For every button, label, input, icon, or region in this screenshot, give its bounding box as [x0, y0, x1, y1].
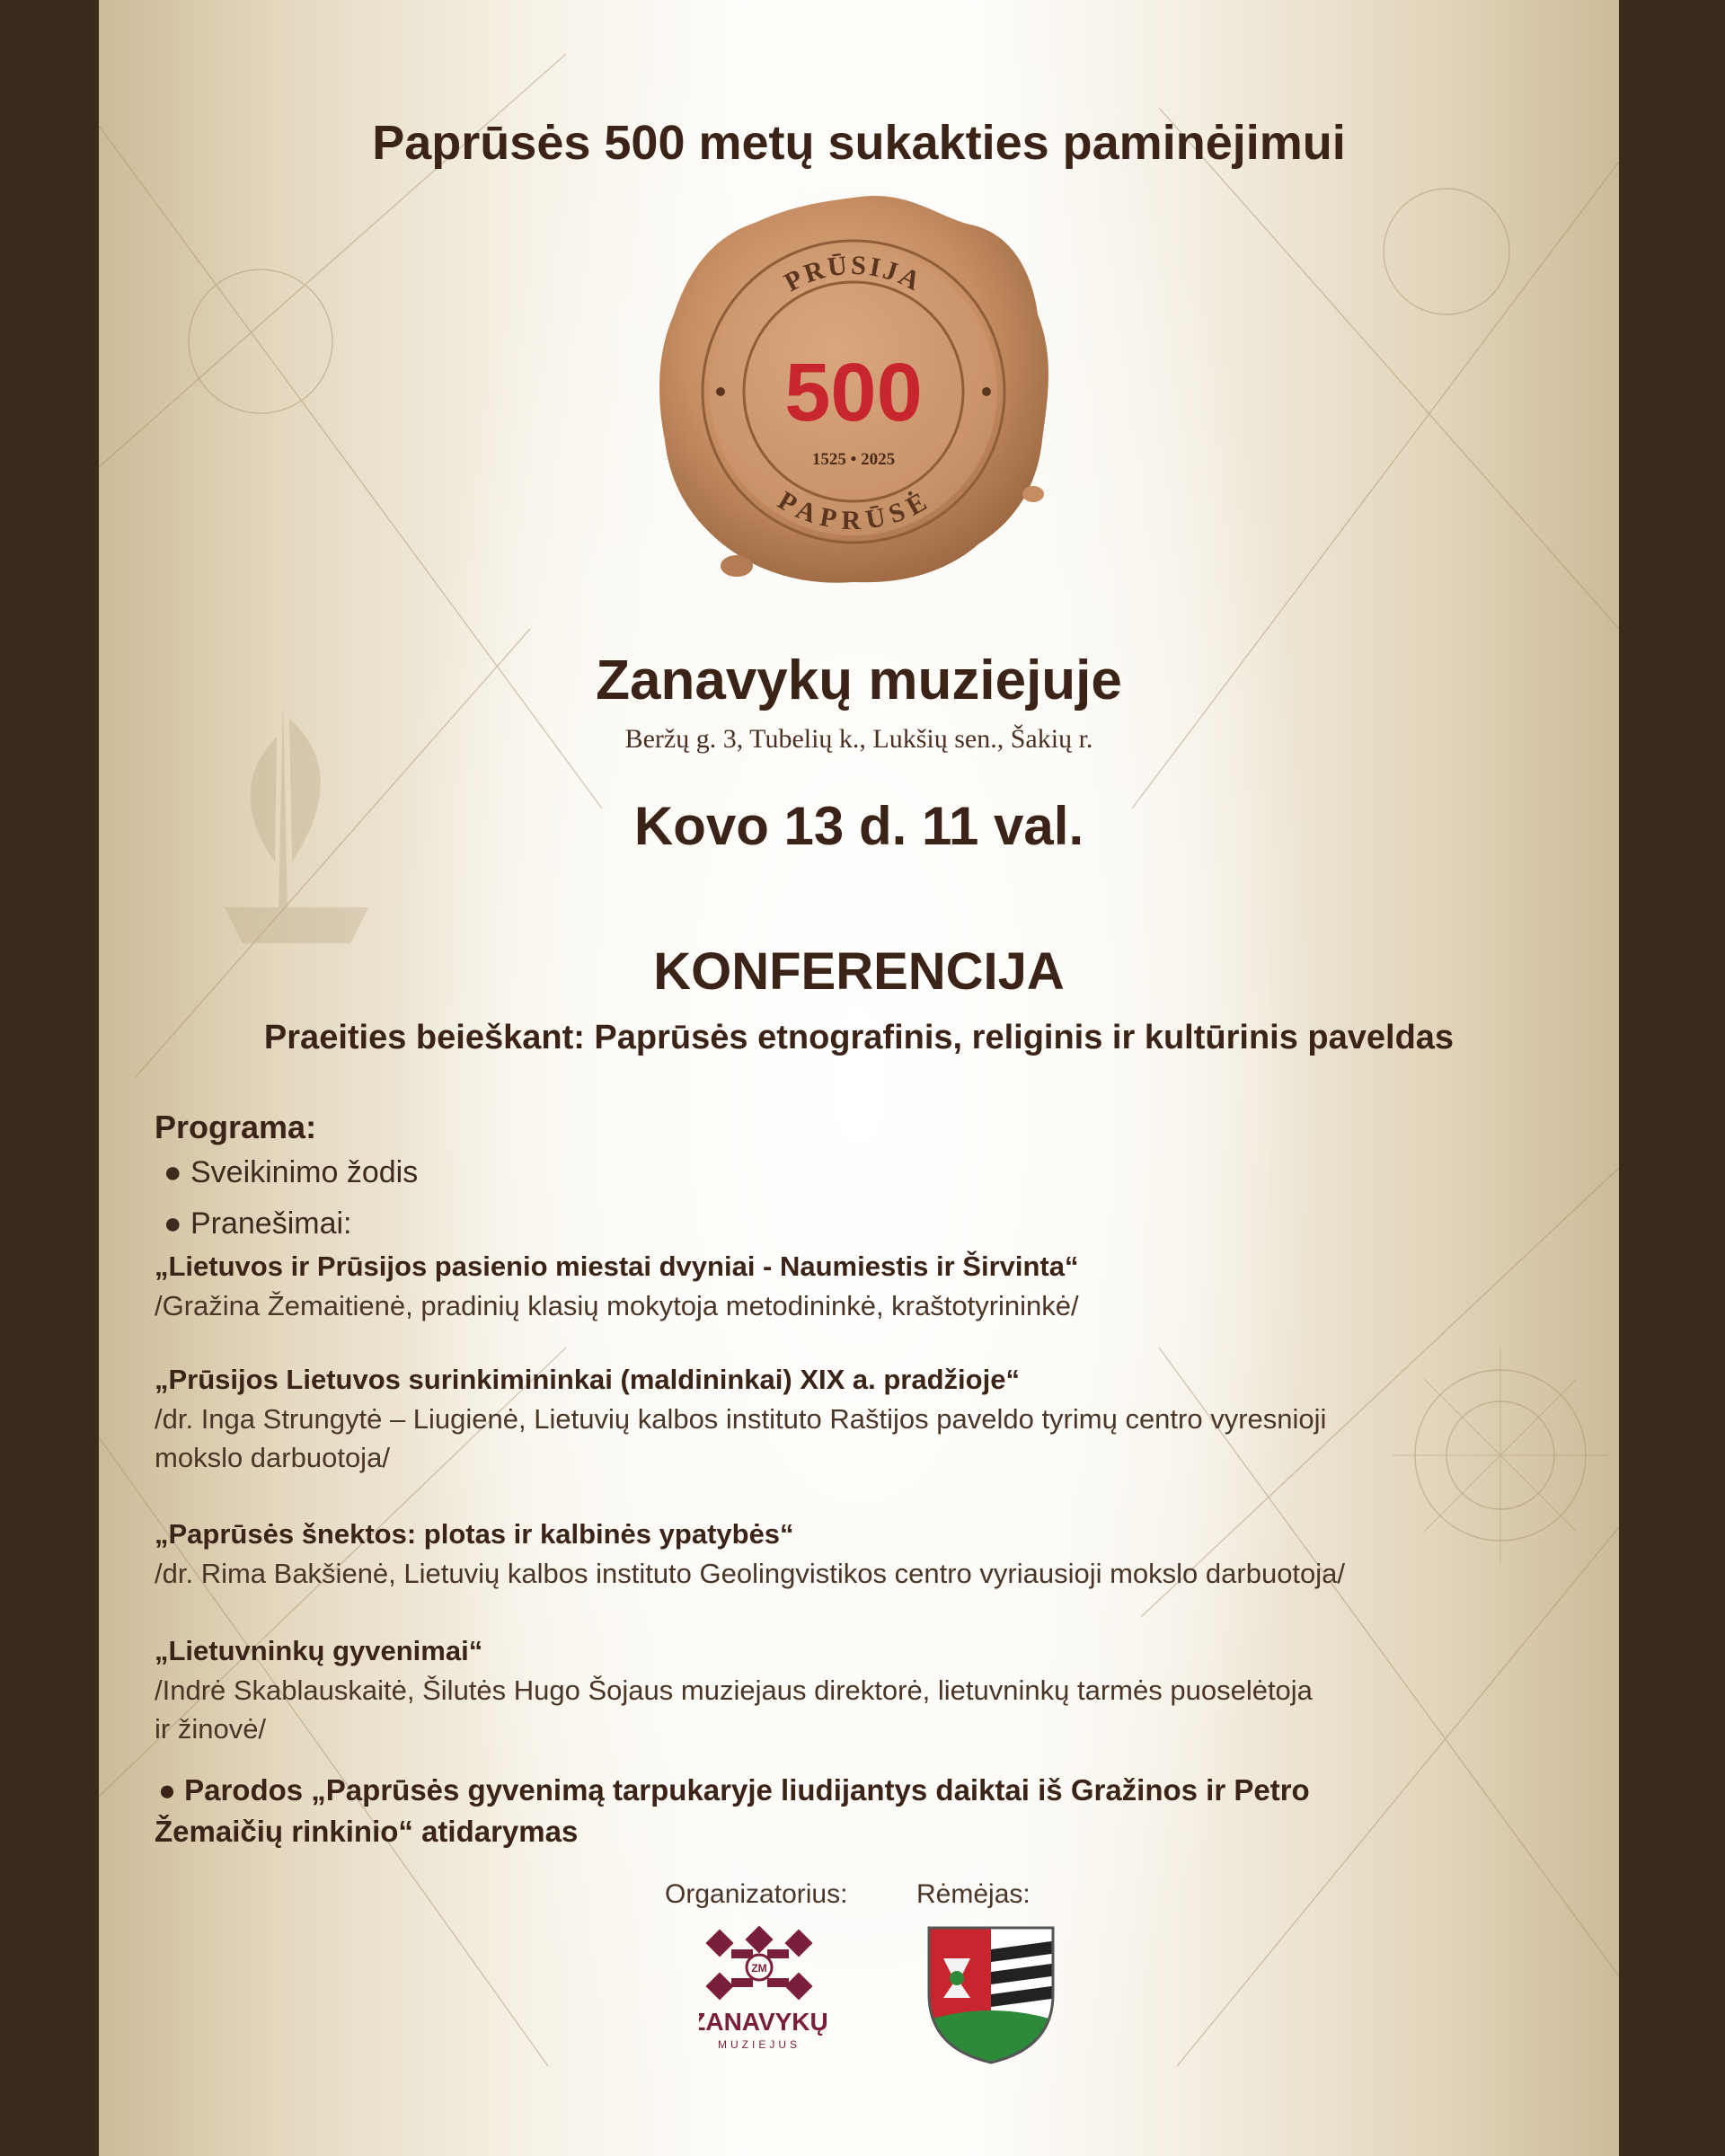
talk-1-author: /Gražina Žemaitienė, pradinių klasių mokytoja metodininkė, kraštotyrininkė/	[155, 1290, 1079, 1321]
organizer-logo-sub: MUZIEJUS	[718, 2038, 801, 2051]
venue-address: Beržų g. 3, Tubelių k., Lukšių sen., Šakių r.	[624, 724, 1093, 754]
talk-2-title: „Prūsijos Lietuvos surinkimininkai (maldininkai) XIX a. pradžioje“	[155, 1364, 1020, 1395]
talk-1-title: „Lietuvos ir Prūsijos pasienio miestai dvyniai - Naumiestis ir Širvinta“	[155, 1250, 1079, 1282]
talk-3-author: /dr. Rima Bakšienė, Lietuvių kalbos instituto Geolingvistikos centro vyriausioji mokslo darbuotoja/	[155, 1558, 1346, 1589]
venue-name: Zanavykų muziejuje	[596, 649, 1122, 711]
program-heading: Programa:	[155, 1109, 317, 1145]
organizer-logo	[699, 1922, 843, 2066]
poster	[99, 0, 1619, 2156]
seal-bottom-text: PAPRŪSĖ	[773, 485, 934, 536]
event-heading: Paprūsės 500 metų sukakties paminėjimui	[372, 116, 1346, 170]
talk-3-title: „Paprūsės šnektos: plotas ir kalbinės ypatybės“	[155, 1518, 794, 1550]
seal-years: 1525 • 2025	[811, 450, 896, 469]
program-reports-label: ● Pranešimai:	[164, 1206, 352, 1241]
conference-subtitle: Praeities beieškant: Paprūsės etnografinis, religinis ir kultūrinis paveldas	[263, 1019, 1455, 1056]
exhibition-line2: Žemaičių rinkinio“ atidarymas	[155, 1815, 579, 1848]
talk-4-author-line1: /Indrė Skablauskaitė, Šilutės Hugo Šojaus muziejaus direktorė, lietuvninkų tarmės puoselėtoja	[155, 1674, 1313, 1706]
talk-2-author-line2: mokslo darbuotoja/	[155, 1442, 390, 1473]
event-datetime: Kovo 13 d. 11 val.	[633, 796, 1084, 856]
exhibition-line1: ● Parodos „Paprūsės gyvenimą tarpukaryje liudijantys daiktai iš Gražinos ir Petro	[158, 1773, 1310, 1807]
organizer-logo-mark: ZM	[751, 1962, 767, 1975]
talk-4-author-line2: ir žinovė/	[155, 1713, 267, 1745]
coat-of-arms-icon	[924, 1922, 1058, 2066]
conference-title: KONFERENCIJA	[653, 942, 1065, 1001]
seal-number: 500	[784, 347, 923, 438]
seal-top-text: PRŪSIJA	[779, 250, 928, 298]
anniversary-seal	[638, 180, 1069, 602]
sponsor-label: Rėmėjas:	[916, 1879, 1031, 1909]
sponsor-coat-of-arms	[924, 1922, 1058, 2066]
organizer-logo-text: ZANAVYKŲ	[699, 2008, 828, 2036]
zanavyku-ornament-icon	[699, 1922, 843, 2066]
organizer-label: Organizatorius:	[665, 1879, 848, 1909]
talk-4-title: „Lietuvninkų gyvenimai“	[155, 1635, 483, 1666]
talk-2-author-line1: /dr. Inga Strungytė – Liugienė, Lietuvių kalbos instituto Raštijos paveldo tyrimų centro vyresnioji	[155, 1403, 1327, 1435]
program-greeting: ● Sveikinimo žodis	[164, 1155, 419, 1189]
seal-graphic	[638, 180, 1069, 602]
